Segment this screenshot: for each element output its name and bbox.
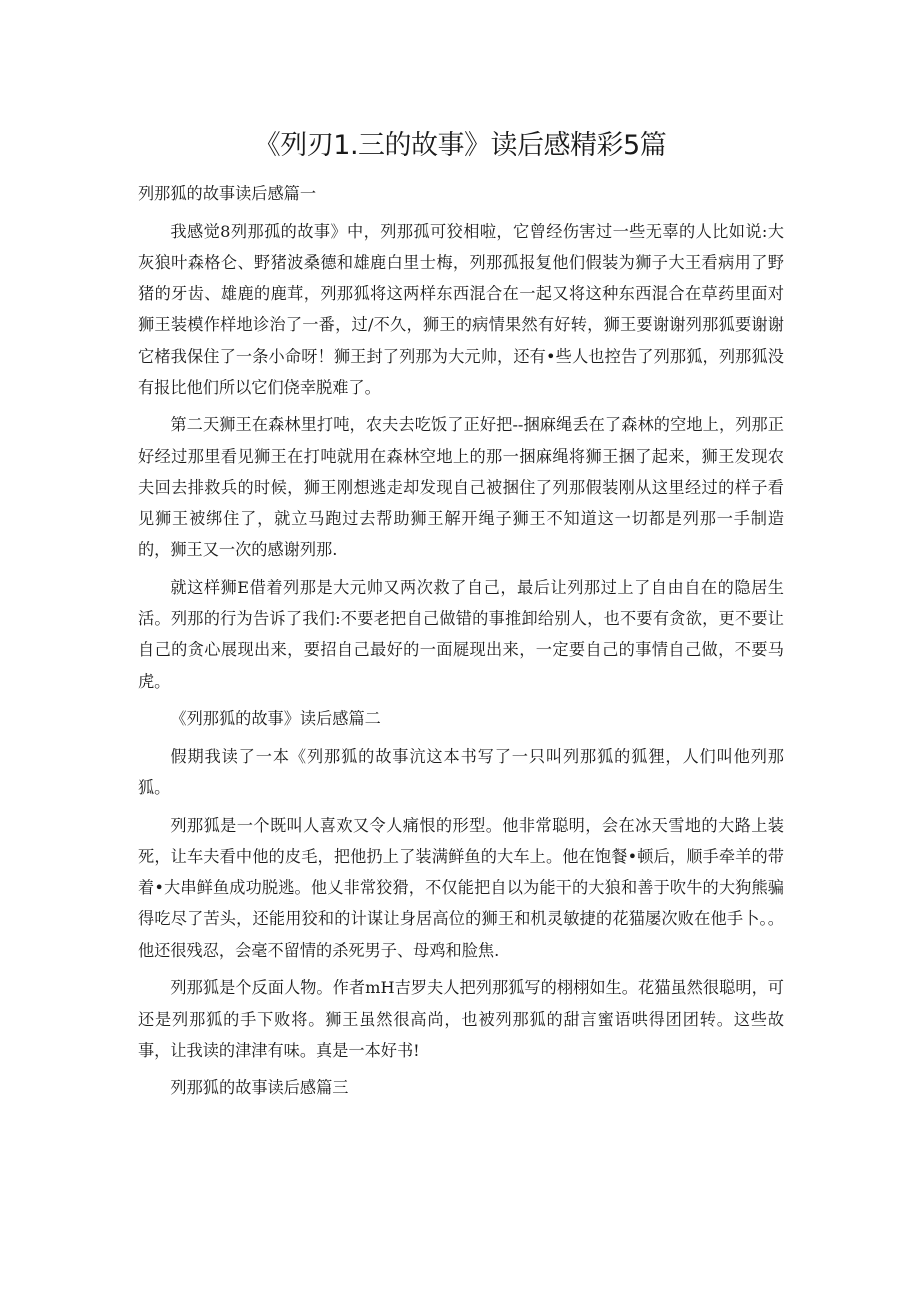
paragraph: 第二天狮王在森林里打吨，农夫去吃饭了正好把--捆麻绳丢在了森林的空地上，列那正好经过那里看见狮王在打吨就用在森林空地上的那一捆麻绳将狮王捆了起来，狮王发现农夫回去排救兵的时候，狮王刚想逃走却发现自己被捆住了列那假装刚从这里经过的样子看见狮王被绑住了，就立马跑过去帮助狮王解开绳子狮王不知道这一切都是列那一手制造的，狮王又一次的感谢列那. <box>138 415 784 560</box>
paragraph: 我感觉8列那孤的故事》中，列那孤可狡相啦，它曾经伤害过一些无辜的人比如说:大灰狼叶森格仑、野猪波桑德和雄鹿白里士梅，列那孤报复他们假装为狮子大王看病用了野猪的牙齿、雄鹿的鹿茸，列那狐将这两样东西混合在一起又将这种东西混合在草药里面对狮王装模作样地诊治了一番，过/不久，狮王的病情果然有好转，狮王要谢谢列那狐要谢谢它楮我保住了一条小命呀！狮王封了列那为大元帅，还有•些人也控告了列那狐，列那狐没有报比他们所以它们侥幸脱难了。 <box>138 221 784 397</box>
section-heading-1: 列那狐的故事读后感篇一 <box>138 184 317 203</box>
paragraph: 列那狐是一个既叫人喜欢又令人痛恨的形型。他非常聪明，会在冰天雪地的大路上装死，让车夫看中他的皮毛，把他扔上了装满鲜鱼的大车上。他在饱餐•顿后，顺手牵羊的带着•大串鲜鱼成功脱逃。他乂非常狡猾，不仅能把自以为能干的大狼和善于吹牛的大狗熊骗得吃尽了苦头，还能用狡和的计谋让身居高位的狮王和机灵敏捷的花猫屡次败在他手卜。。他还很残忍，会毫不留情的杀死男子、母鸡和脸焦. <box>138 815 784 960</box>
paragraph: 假期我读了一本《列那狐的故事沆这本书写了一只叫列那狐的狐狸，人们叫他列那狐。 <box>138 746 784 798</box>
section-heading-2: 《列那狐的故事》读后感篇二 <box>170 709 381 729</box>
document-title: 《列刃1.三的故事》读后感精彩5篇 <box>253 130 667 161</box>
section-heading-3: 列那狐的故事读后感篇三 <box>170 1078 349 1098</box>
paragraph: 列那狐是个反面人物。作者mH吉罗夫人把列那狐写的栩栩如生。花猫虽然很聪明，可还是列那狐的手下败将。狮王虽然很高尚，也被列那狐的甜言蜜语哄得团团转。这些故事，让我读的津津有味。真是一本好书! <box>138 978 784 1060</box>
paragraph: 就这样狮E借着列那是大元帅又两次救了自己，最后让列那过上了自由自在的隐居生活。列那的行为告诉了我们:不要老把自己做错的事推卸给别人，也不要有贪欲，更不要让自己的贪心展现出来，要招自己最好的一面屣现出来，一定要自己的事情自己做，不要马虎。 <box>138 577 784 691</box>
document-body <box>138 178 784 1110</box>
